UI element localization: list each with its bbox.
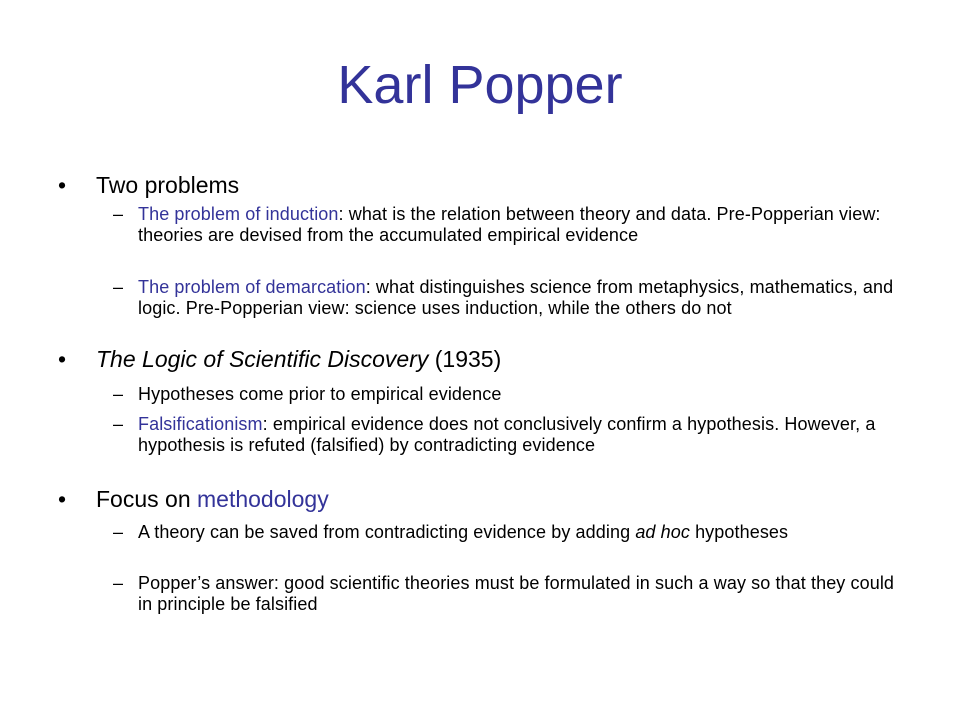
- sub-bullet-text: Hypotheses come prior to empirical evidence: [138, 384, 502, 404]
- dash-marker: –: [113, 414, 124, 434]
- book-title: The Logic of Scientific Discovery: [96, 346, 429, 372]
- dash-marker: –: [113, 384, 124, 404]
- sub-bullet-falsificationism: [113, 414, 913, 456]
- bullet-text: Focus on: [96, 486, 197, 512]
- sub-bullet-ad-hoc: [113, 522, 913, 543]
- ad-hoc-term: ad hoc: [635, 522, 690, 542]
- sub-bullet-poppers-answer: [113, 573, 913, 615]
- bullet-logic-of-discovery: [58, 346, 916, 372]
- bullet-marker: •: [58, 172, 67, 198]
- sub-bullet-induction: [113, 204, 913, 246]
- dash-marker: –: [113, 204, 124, 224]
- dash-marker: –: [113, 573, 124, 593]
- sub-bullet-hypotheses: [113, 384, 913, 405]
- sub-bullet-text: A theory can be saved from contradicting evidence by adding: [138, 522, 636, 542]
- bullet-marker: •: [58, 486, 67, 512]
- sub-bullet-demarcation: [113, 277, 913, 319]
- sub-bullet-text: : what is the relation between theory and data. Pre-Popperian view: theories are devised from the accumulated empirical evidence: [138, 204, 881, 245]
- bullet-text: Two problems: [96, 172, 240, 198]
- bullet-text: (1935): [428, 346, 502, 372]
- sub-bullet-text: : empirical evidence does not conclusively confirm a hypothesis. However, a hypothesis is refuted (falsified) by contradicting evidence: [138, 414, 876, 455]
- bullet-two-problems: [58, 172, 916, 198]
- bullet-focus-methodology: [58, 486, 916, 512]
- sub-bullet-text-end: hypotheses: [689, 522, 789, 542]
- term-demarcation: The problem of demarcation: [138, 277, 366, 297]
- dash-marker: –: [113, 522, 124, 542]
- term-falsificationism: Falsificationism: [138, 414, 263, 434]
- term-methodology: methodology: [197, 486, 329, 512]
- term-induction: The problem of induction: [138, 204, 339, 224]
- sub-bullet-text: : what distinguishes science from metaphysics, mathematics, and logic. Pre-Popperian view: science uses induction, while the others do not: [138, 277, 894, 318]
- dash-marker: –: [113, 277, 124, 297]
- slide-title: Karl Popper: [337, 55, 623, 115]
- sub-bullet-text: Popper’s answer: good scientific theories must be formulated in such a way so that they could in principle be falsified: [138, 573, 895, 614]
- bullet-marker: •: [58, 346, 67, 372]
